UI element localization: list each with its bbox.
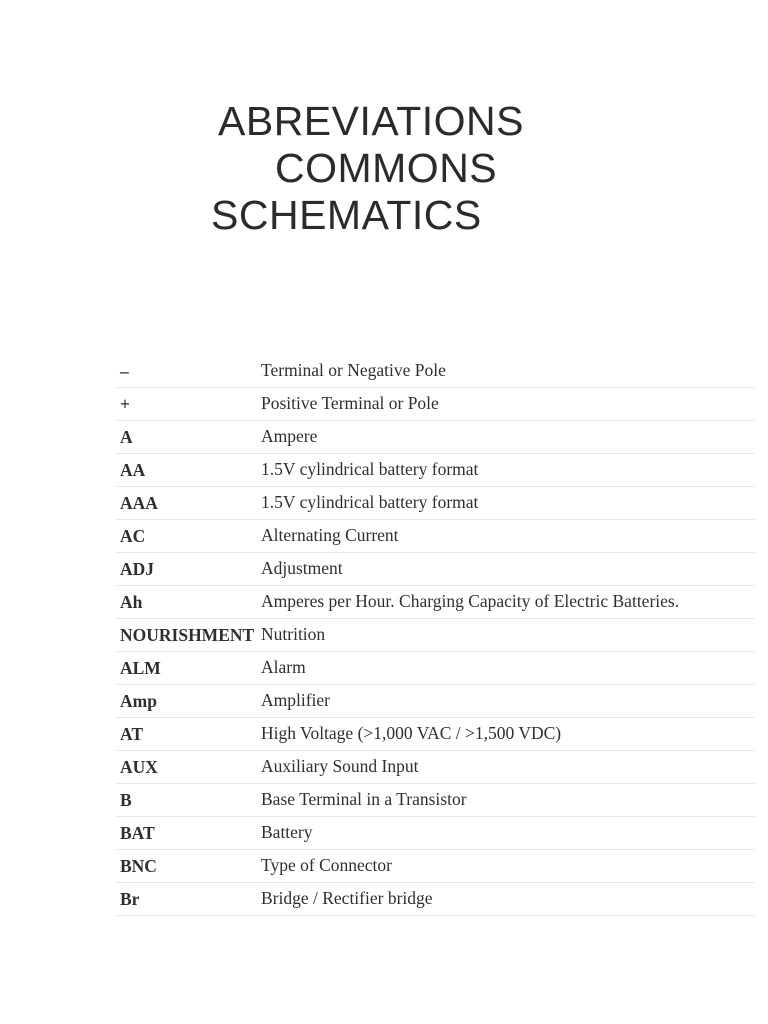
abbreviation-meaning: High Voltage (>1,000 VAC / >1,500 VDC) xyxy=(261,723,562,743)
abbreviation-code: AT xyxy=(120,724,144,744)
abbreviation-code: ADJ xyxy=(120,559,155,579)
abbreviation-meaning: Amperes per Hour. Charging Capacity of Electric Batteries. xyxy=(261,591,680,611)
abbreviation-code: AAA xyxy=(120,493,158,513)
abbreviation-meaning: Amplifier xyxy=(261,690,331,710)
abbreviation-code: Amp xyxy=(120,691,157,711)
abbreviation-code: BAT xyxy=(120,823,155,843)
table-row xyxy=(116,883,755,916)
abbreviation-code: Ah xyxy=(120,592,143,612)
table-row xyxy=(116,421,755,454)
title-line-1: ABREVIATIONS xyxy=(218,98,524,144)
abbreviation-meaning: Auxiliary Sound Input xyxy=(261,756,419,776)
abbreviation-meaning: Type of Connector xyxy=(261,855,392,875)
abbreviation-meaning: Positive Terminal or Pole xyxy=(261,393,439,413)
table-row xyxy=(116,718,755,751)
table-row xyxy=(116,619,755,652)
abbreviation-meaning: Ampere xyxy=(261,426,318,446)
table-row xyxy=(116,685,755,718)
abbreviation-code: + xyxy=(120,394,130,414)
title-line-2: COMMONS xyxy=(275,145,498,191)
abbreviation-meaning: Alternating Current xyxy=(261,525,399,545)
abbreviation-code: – xyxy=(120,361,129,381)
abbreviation-meaning: Alarm xyxy=(261,657,306,677)
table-row xyxy=(116,784,755,817)
abbreviation-code: A xyxy=(120,427,133,447)
table-row xyxy=(116,454,755,487)
table-row xyxy=(116,850,755,883)
table-row xyxy=(116,652,755,685)
abbreviation-meaning: Battery xyxy=(261,822,313,842)
abbreviation-table xyxy=(116,355,755,916)
table-row xyxy=(116,553,755,586)
abbreviation-code: Br xyxy=(120,889,140,909)
abbreviation-code: AC xyxy=(120,526,146,546)
abbreviation-meaning: Base Terminal in a Transistor xyxy=(261,789,467,809)
abbreviation-code: B xyxy=(120,790,132,810)
table-row xyxy=(116,751,755,784)
abbreviation-meaning: Nutrition xyxy=(261,624,326,644)
table-row xyxy=(116,520,755,553)
table-row xyxy=(116,388,755,421)
table-row xyxy=(116,487,755,520)
abbreviation-meaning: 1.5V cylindrical battery format xyxy=(261,492,479,512)
abbreviation-code: BNC xyxy=(120,856,157,876)
abbreviation-meaning: Terminal or Negative Pole xyxy=(261,360,446,380)
abbreviation-code: NOURISHMENT xyxy=(120,625,255,645)
abbreviation-meaning: 1.5V cylindrical battery format xyxy=(261,459,479,479)
title-line-3: SCHEMATICS xyxy=(211,192,482,238)
abbreviation-meaning: Bridge / Rectifier bridge xyxy=(261,888,433,908)
table-row xyxy=(116,586,755,619)
abbreviation-code: AA xyxy=(120,460,146,480)
abbreviation-code: ALM xyxy=(120,658,161,678)
abbreviation-meaning: Adjustment xyxy=(261,558,343,578)
table-row xyxy=(116,355,755,388)
table-row xyxy=(116,817,755,850)
abbreviation-code: AUX xyxy=(120,757,158,777)
